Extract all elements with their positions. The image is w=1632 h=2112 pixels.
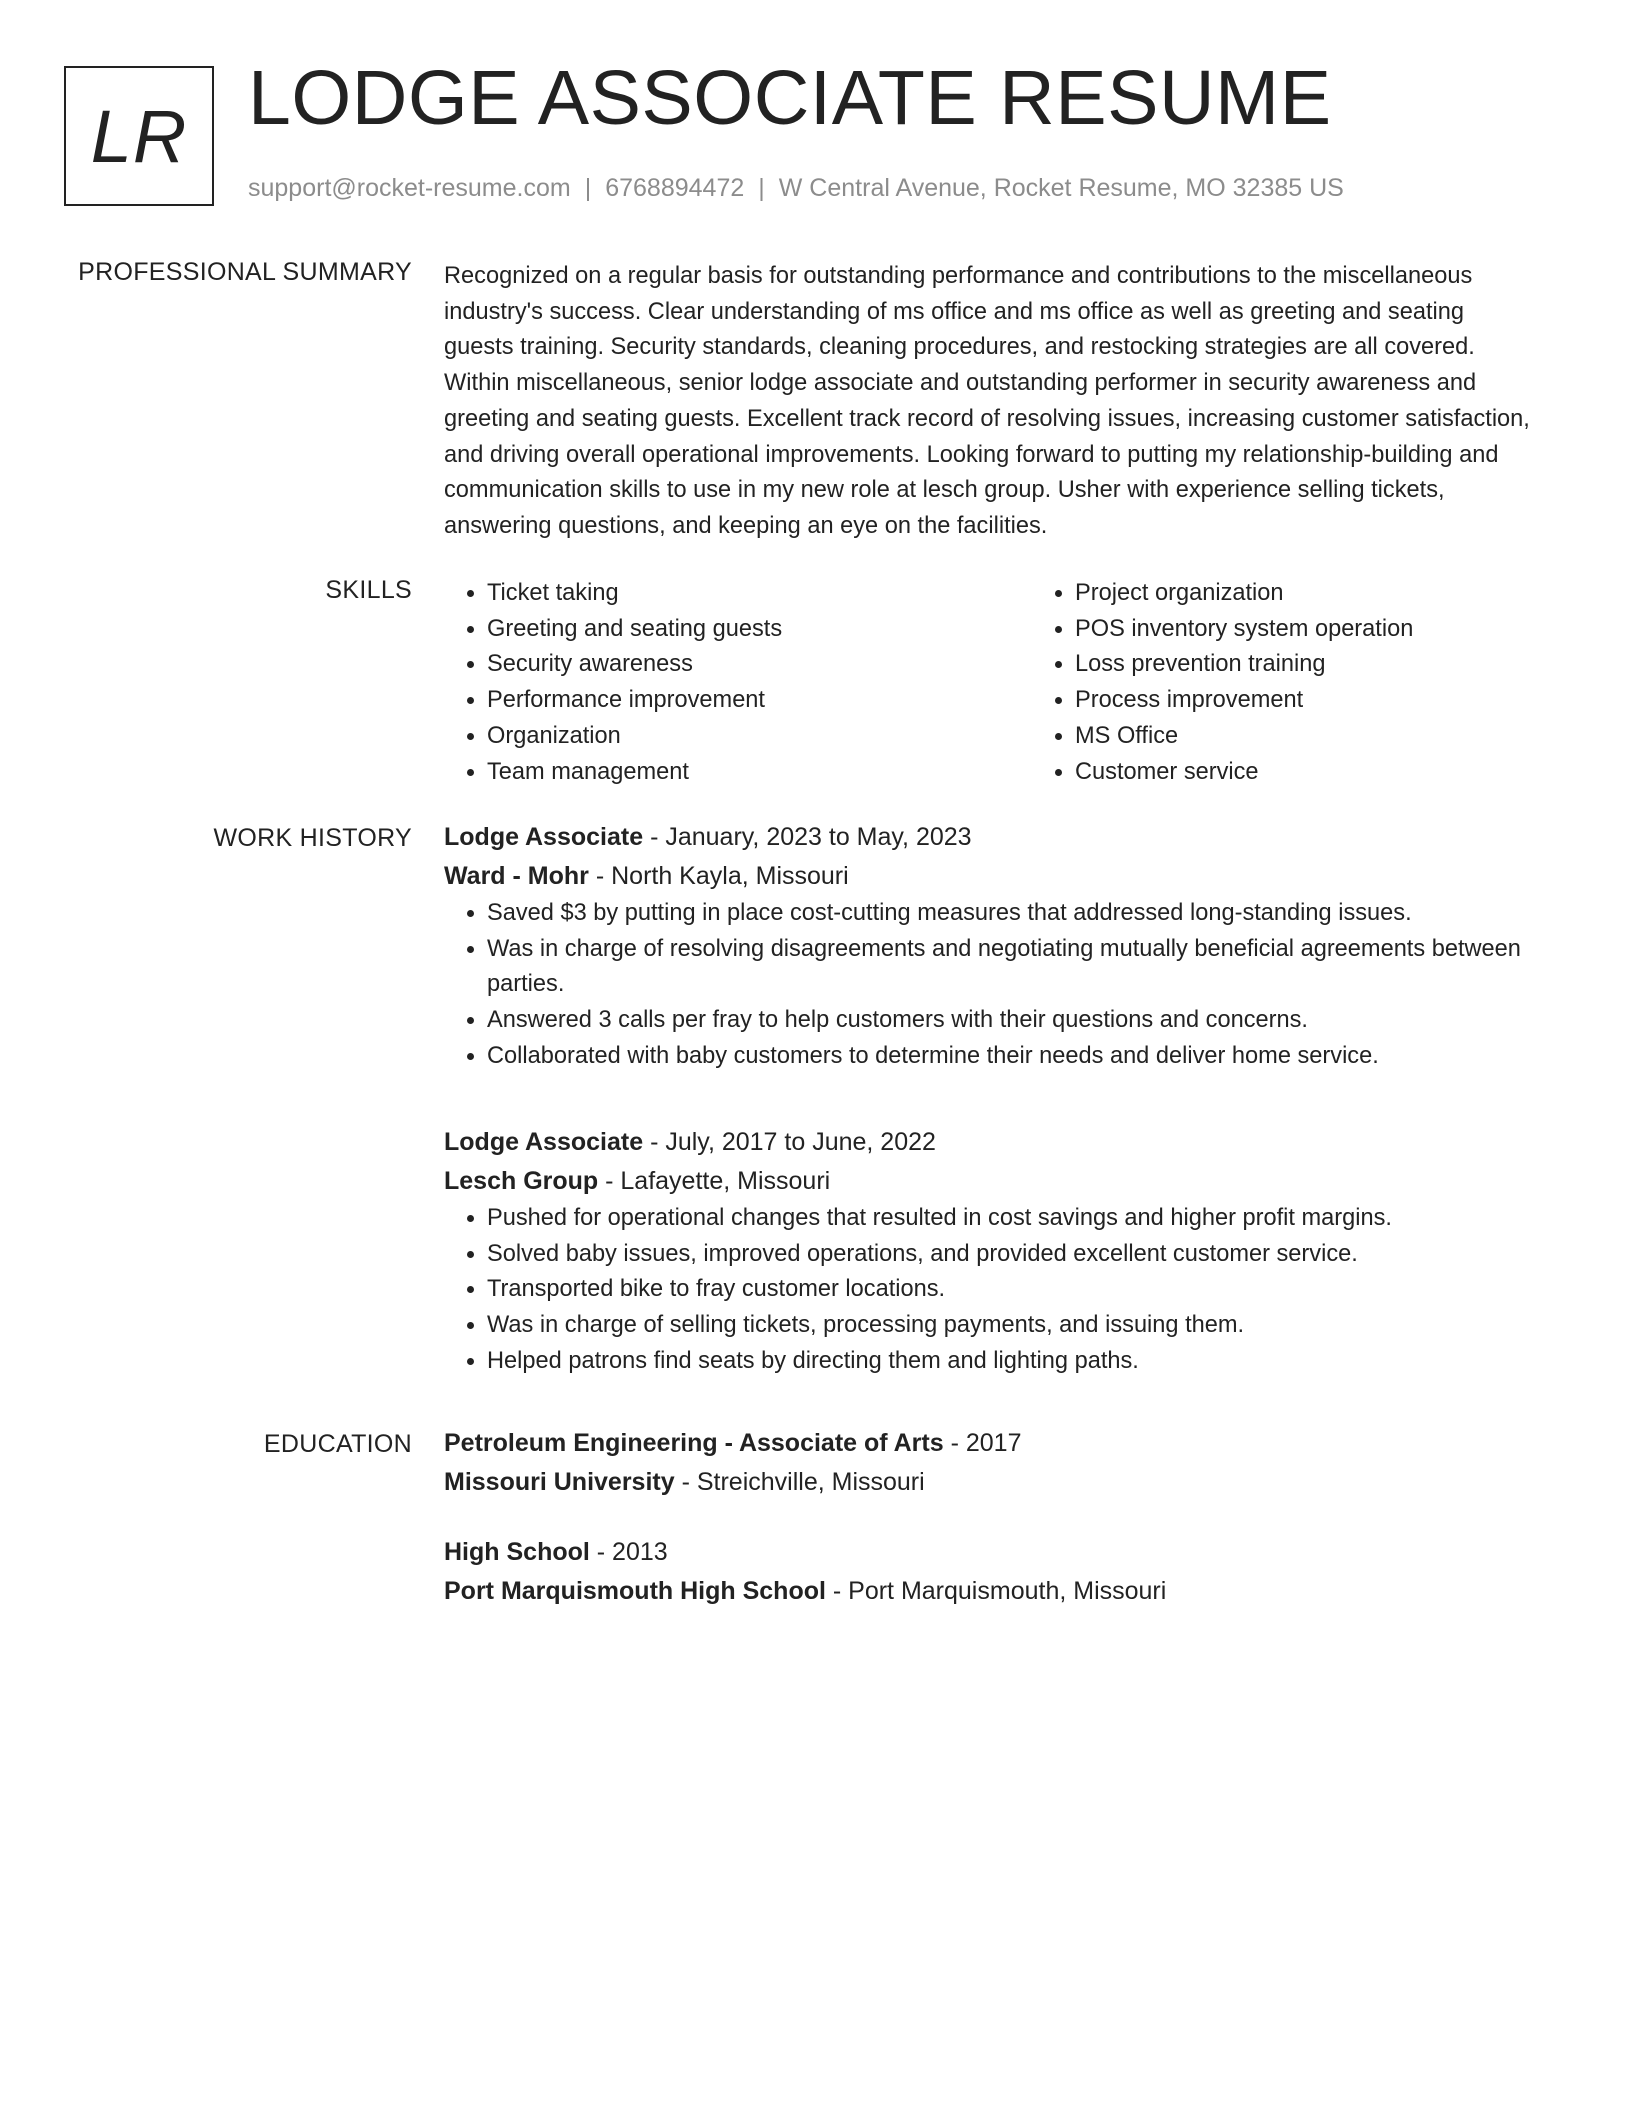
skill-item: • Process improvement bbox=[1075, 683, 1620, 719]
education-year: - 2013 bbox=[589, 1538, 668, 1566]
job-company-line bbox=[444, 1162, 1534, 1201]
job-entry bbox=[444, 818, 1534, 1075]
job-bullet: • Was in charge of selling tickets, processing payments, and issuing them. bbox=[487, 1308, 1534, 1344]
resume-title: LODGE ASSOCIATE RESUME bbox=[248, 55, 1332, 141]
education-location: - Streichville, Missouri bbox=[674, 1468, 925, 1496]
education-location: - Port Marquismouth, Missouri bbox=[825, 1577, 1167, 1605]
education-degree: High School bbox=[444, 1538, 590, 1566]
job-bullet: • Solved baby issues, improved operations, and provided excellent customer service. bbox=[487, 1237, 1534, 1273]
skill-item: • MS Office bbox=[1075, 719, 1620, 755]
job-bullet: • Helped patrons find seats by directing them and lighting paths. bbox=[487, 1344, 1534, 1380]
skill-item: • POS inventory system operation bbox=[1075, 612, 1620, 648]
monogram-initials: LR bbox=[90, 94, 188, 178]
education-school-line bbox=[444, 1572, 1534, 1611]
job-location: - Lafayette, Missouri bbox=[598, 1167, 831, 1195]
education-entry bbox=[444, 1424, 1534, 1502]
skills-list-left bbox=[444, 576, 1032, 790]
education-school-line bbox=[444, 1463, 1534, 1502]
skill-item: • Performance improvement bbox=[487, 683, 1032, 719]
education-degree-line bbox=[444, 1424, 1534, 1463]
contact-address: W Central Avenue, Rocket Resume, MO 32385 US bbox=[778, 174, 1344, 202]
job-company-line bbox=[444, 857, 1534, 896]
summary-heading: PROFESSIONAL SUMMARY bbox=[78, 258, 412, 286]
summary-body bbox=[444, 259, 1534, 545]
job-dates: - January, 2023 to May, 2023 bbox=[643, 823, 972, 851]
skill-item: • Project organization bbox=[1075, 576, 1620, 612]
skill-item: • Security awareness bbox=[487, 647, 1032, 683]
job-dates: - July, 2017 to June, 2022 bbox=[643, 1128, 936, 1156]
education-degree-line bbox=[444, 1533, 1534, 1572]
summary-text: Recognized on a regular basis for outstanding performance and contributions to the miscellaneous industry's success. Clear understanding of ms office and ms office as well as greeting and seating guests training. Security standards, cleaning procedures, and restocking strategies are all covered. Within miscellaneous, senior lodge associate and outstanding performer in security awareness and greeting and seating guests. Excellent track record of resolving issues, increasing customer satisfaction, and driving overall operational improvements. Looking forward to putting my relationship-building and communication skills to use in my new role at lesch group. Usher with experience selling tickets, answering questions, and keeping an eye on the facilities. bbox=[444, 263, 1530, 539]
skills-heading: SKILLS bbox=[325, 576, 412, 604]
job-bullet: • Was in charge of resolving disagreements and negotiating mutually beneficial agreements between parties. bbox=[487, 932, 1534, 1003]
education-entry bbox=[444, 1533, 1534, 1611]
job-bullet: • Collaborated with baby customers to determine their needs and deliver home service. bbox=[487, 1039, 1534, 1075]
job-bullet: • Saved $3 by putting in place cost-cutting measures that addressed long-standing issues. bbox=[487, 896, 1534, 932]
job-title-line bbox=[444, 818, 1534, 857]
skills-body bbox=[444, 576, 1534, 790]
job-company: Lesch Group bbox=[444, 1167, 599, 1195]
job-title: Lodge Associate bbox=[444, 1128, 644, 1156]
skill-item: • Organization bbox=[487, 719, 1032, 755]
contact-separator: | bbox=[584, 174, 592, 202]
skill-item: • Customer service bbox=[1075, 755, 1620, 791]
education-school: Missouri University bbox=[444, 1468, 675, 1496]
contact-phone: 6768894472 bbox=[605, 174, 745, 202]
skills-list-right bbox=[1032, 576, 1620, 790]
job-entry bbox=[444, 1123, 1534, 1380]
education-year: - 2017 bbox=[943, 1429, 1022, 1457]
contact-email: support@rocket-resume.com bbox=[248, 174, 571, 202]
skills-columns bbox=[444, 576, 1534, 790]
education-degree: Petroleum Engineering - Associate of Arts bbox=[444, 1429, 944, 1457]
job-location: - North Kayla, Missouri bbox=[588, 862, 849, 890]
contact-separator: | bbox=[758, 174, 765, 202]
job-title: Lodge Associate bbox=[444, 823, 644, 851]
job-bullets bbox=[444, 896, 1534, 1075]
contact-line bbox=[248, 174, 1344, 203]
job-bullet: • Pushed for operational changes that resulted in cost savings and higher profit margins. bbox=[487, 1201, 1534, 1237]
job-bullet: • Transported bike to fray customer locations. bbox=[487, 1272, 1534, 1308]
skill-item: • Loss prevention training bbox=[1075, 647, 1620, 683]
job-title-line bbox=[444, 1123, 1534, 1162]
job-bullet: • Answered 3 calls per fray to help customers with their questions and concerns. bbox=[487, 1003, 1534, 1039]
skill-item: • Team management bbox=[487, 755, 1032, 791]
monogram-logo bbox=[64, 66, 214, 206]
education-school: Port Marquismouth High School bbox=[444, 1577, 826, 1605]
job-bullets bbox=[444, 1201, 1534, 1380]
job-company: Ward - Mohr bbox=[444, 862, 589, 890]
skill-item: • Ticket taking bbox=[487, 576, 1032, 612]
work-history-heading: WORK HISTORY bbox=[213, 824, 412, 852]
skill-item: • Greeting and seating guests bbox=[487, 612, 1032, 648]
education-heading: EDUCATION bbox=[263, 1430, 412, 1458]
